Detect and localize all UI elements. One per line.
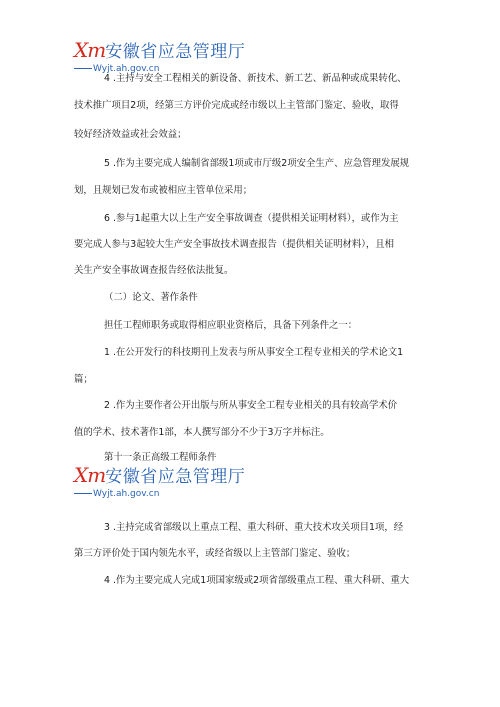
logo-title-text: 安徽省应急管理厅 [105,42,246,62]
text-line: 划，且规划已发布或被相应主管单位采用； [74,185,253,196]
site-url-text: Wyjt.ah.gov.cn [93,64,160,74]
text-line: 4 .主持与安全工程相关的新设备、新技术、新工艺、新品种或成果转化、 [104,73,407,84]
text-line: 2 .作为主要作者公开出版与所从事安全工程专业相关的具有较高学术价 [104,400,398,411]
site-logo [74,38,245,62]
text-line: 较好经济效益或社会效益； [74,129,187,140]
logo-latin-text: Xm [74,38,106,62]
logo-title-text: 安徽省应急管理厅 [105,467,246,487]
text-line: 篇； [74,374,93,385]
article-heading: 第十一条正高级工程师条件 [104,452,217,463]
site-logo [74,463,245,487]
text-line: 3 .主持完成省部级以上重点工程、重大科研、重大技术攻关项目1项，经 [104,522,404,533]
text-line: 担任工程师职务或取得相应职业资格后，具备下列条件之一： [104,320,358,331]
text-line: 5 .作为主要完成人编制省部级1项或市厅级2项安全生产、应急管理发展规 [104,158,410,169]
site-header [74,38,245,76]
site-url-text: Wyjt.ah.gov.cn [93,489,160,499]
site-url [74,487,245,501]
text-line: 技术推广项目2项，经第三方评价完成或经市级以上主管部门鉴定、验收，取得 [74,100,399,111]
site-header-repeat [74,463,245,501]
text-line: 1 .在公开发行的科技期刊上发表与所从事安全工程专业相关的学术论文1 [104,347,404,358]
text-line: 4 .作为主要完成人完成1项国家级或2项省部级重点工程、重大科研、重大 [104,575,410,586]
section-heading: （二）论文、著作条件 [104,292,198,303]
text-line: 要完成人参与3起较大生产安全事故技术调查报告（提供相关证明材料），且相 [74,239,395,250]
url-underline [74,68,92,69]
url-underline [74,493,92,494]
text-line: 值的学术、技术著作1部，本人撰写部分不少于3万字并标注。 [74,427,330,438]
text-line: 关生产安全事故调查报告经依法批复。 [74,265,234,276]
logo-latin-text: Xm [74,463,106,487]
text-line: 第三方评价处于国内领先水平，或经省级以上主管部门鉴定、验收； [74,548,356,559]
text-line: 6 .参与1起重大以上生产安全事故调查（提供相关证明材料），或作为主 [104,213,399,224]
